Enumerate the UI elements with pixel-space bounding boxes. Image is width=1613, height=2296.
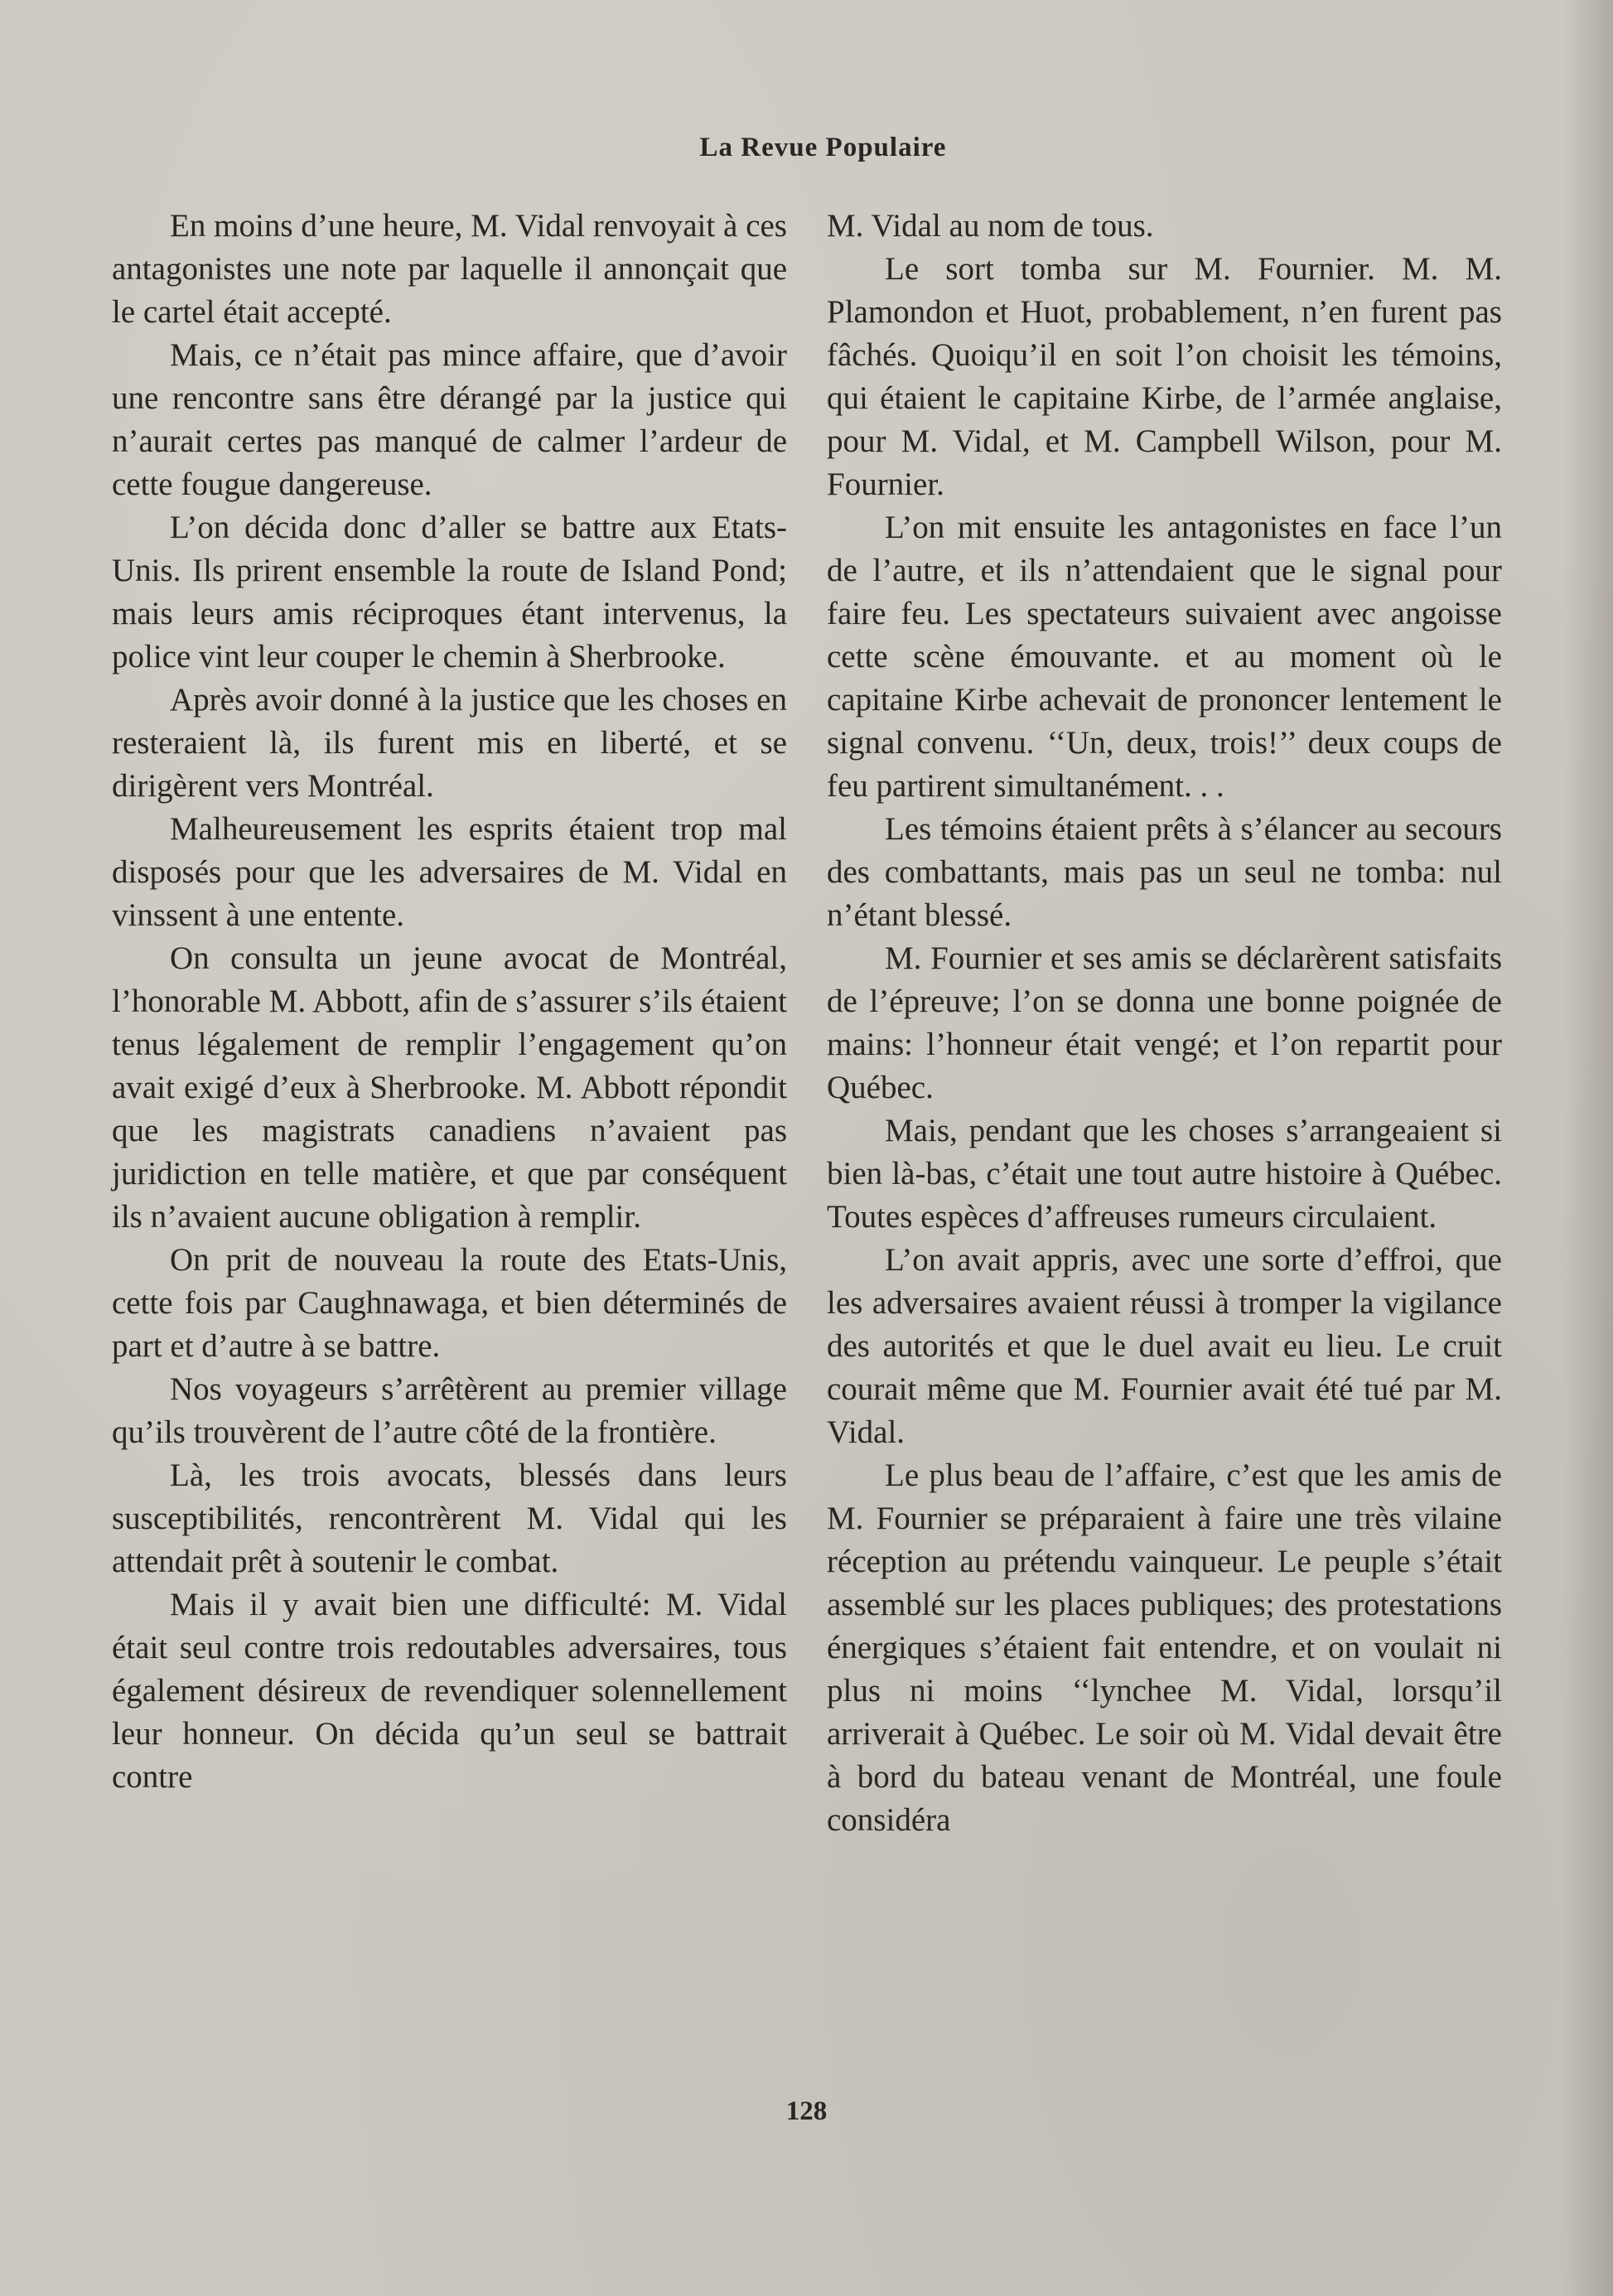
paragraph-continuation: M. Vidal au nom de tous. <box>827 208 1154 244</box>
paragraph: Mais, pendant que les choses s’arrangeaient si bien là-bas, c’était une tout autre histoire à Québec. Toutes espèces d’affreuses rumeurs circulaient. <box>827 1113 1502 1235</box>
paragraph: Mais, ce n’était pas mince affaire, que d’avoir une rencontre sans être dérangé par la justice qui n’aurait certes pas manqué de calmer l’ardeur de cette fougue dangereuse. <box>112 337 787 502</box>
running-header: La Revue Populaire <box>699 133 947 162</box>
paragraph: L’on avait appris, avec une sorte d’effroi, que les adversaires avaient réussi à tromper la vigilance des autorités et que le duel avait eu lieu. Le cruit courait même que M. Fournier avait été tué par M. Vidal. <box>827 1242 1502 1450</box>
right-column <box>827 205 1502 1842</box>
paragraph: Malheureusement les esprits étaient trop mal disposés pour que les adversaires de M. Vidal en vinssent à une entente. <box>112 811 787 933</box>
paragraph: En moins d’une heure, M. Vidal renvoyait à ces antagonistes une note par laquelle il annonçait que le cartel était accepté. <box>112 208 787 330</box>
paragraph: L’on décida donc d’aller se battre aux Etats-Unis. Ils prirent ensemble la route de Island Pond; mais leurs amis réciproques étant intervenus, la police vint leur couper le chemin à Sherbrooke. <box>112 510 787 674</box>
paragraph: On prit de nouveau la route des Etats-Unis, cette fois par Caughnawaga, et bien déterminés de part et d’autre à se battre. <box>112 1242 787 1364</box>
paragraph: Là, les trois avocats, blessés dans leurs susceptibilités, rencontrèrent M. Vidal qui les attendait prêt à soutenir le combat. <box>112 1457 787 1579</box>
page-number: 128 <box>785 2096 828 2126</box>
paragraph: On consulta un jeune avocat de Montréal, l’honorable M. Abbott, afin de s’assurer s’ils étaient tenus légalement de remplir l’engagement qu’on avait exigé d’eux à Sherbrooke. M. Abbott répondit que les magistrats canadiens n’avaient pas juridiction en telle matière, et que par conséquent ils n’avaient aucune obligation à remplir. <box>112 940 787 1235</box>
paragraph: Le sort tomba sur M. Fournier. M. M. Plamondon et Huot, probablement, n’en furent pas fâchés. Quoiqu’il en soit l’on choisit les témoins, qui étaient le capitaine Kirbe, de l’armée anglaise, pour M. Vidal, et M. Campbell Wilson, pour M. Fournier. <box>827 251 1502 502</box>
page-edge-shadow <box>1563 0 1613 2296</box>
paragraph: Après avoir donné à la justice que les choses en resteraient là, ils furent mis en liberté, et se dirigèrent vers Montréal. <box>112 682 787 804</box>
left-column <box>112 205 787 1799</box>
paragraph: Le plus beau de l’affaire, c’est que les amis de M. Fournier se préparaient à faire une très vilaine réception au prétendu vainqueur. Le peuple s’était assemblé sur les places publiques; des protestations énergiques s’étaient fait entendre, et on voulait ni plus ni moins ‘‘lynchee M. Vidal, lorsqu’il arriverait à Québec. Le soir où M. Vidal devait être à bord du bateau venant de Montréal, une foule considéra <box>827 1457 1502 1838</box>
paragraph: M. Fournier et ses amis se déclarèrent satisfaits de l’épreuve; l’on se donna une bonne poignée de mains: l’honneur était vengé; et l’on repartit pour Québec. <box>827 940 1502 1105</box>
paragraph: Les témoins étaient prêts à s’élancer au secours des combattants, mais pas un seul ne tomba: nul n’étant blessé. <box>827 811 1502 933</box>
paragraph: Nos voyageurs s’arrêtèrent au premier village qu’ils trouvèrent de l’autre côté de la frontière. <box>112 1371 787 1450</box>
paragraph: Mais il y avait bien une difficulté: M. Vidal était seul contre trois redoutables adversaires, tous également désireux de revendiquer solennellement leur honneur. On décida qu’un seul se battrait contre <box>112 1587 787 1795</box>
paragraph: L’on mit ensuite les antagonistes en face l’un de l’autre, et ils n’attendaient que le signal pour faire feu. Les spectateurs suivaient avec angoisse cette scène émouvante. et au moment où le capitaine Kirbe achevait de prononcer lentement le signal convenu. ‘‘Un, deux, trois!’’ deux coups de feu partirent simultanément. . . <box>827 510 1502 804</box>
